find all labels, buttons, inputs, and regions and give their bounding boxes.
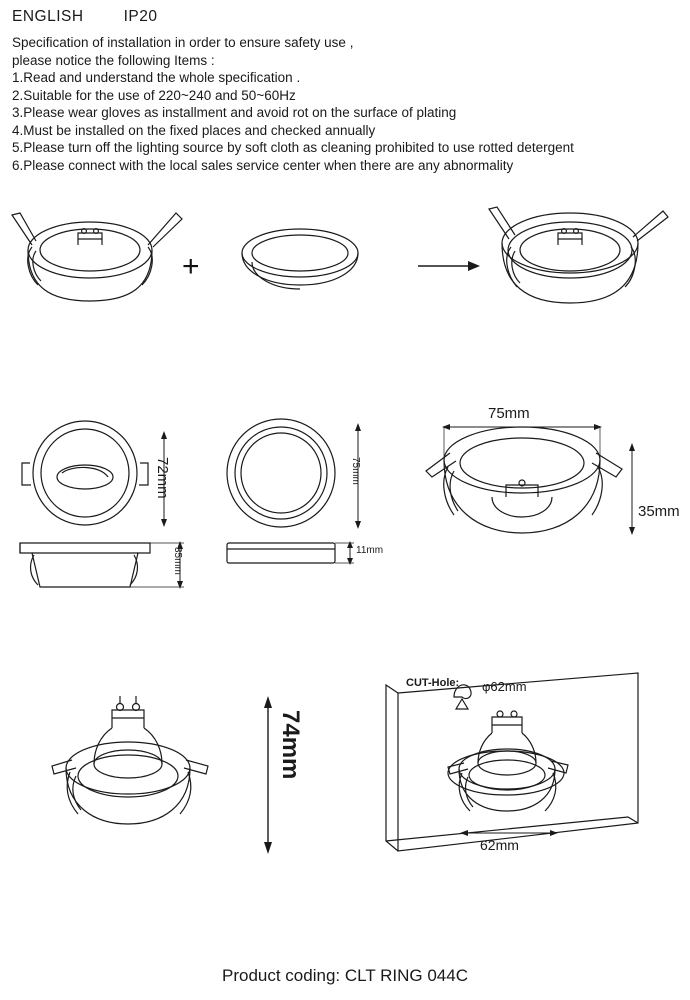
spec-item-6: 6.Please connect with the local sales service center when there are any abnormality [12, 157, 514, 173]
header-title-row [12, 8, 682, 26]
assembly-fixture-figure [10, 195, 190, 325]
ceiling-install-figure [370, 655, 670, 885]
assembly-plus-symbol: + [182, 250, 200, 283]
front-view-figure [12, 415, 207, 595]
body-height-dimension: 35mm [638, 503, 680, 520]
top-width-dimension: 75mm [488, 405, 530, 422]
assembly-ring-figure [235, 215, 365, 315]
hole-width-dimension: 62mm [480, 837, 519, 853]
ring-thickness-dimension: 11mm [356, 545, 384, 556]
ip-rating-label: IP20 [123, 8, 158, 25]
spec-item-1: 1.Read and understand the whole specification . [12, 70, 301, 85]
perspective-view-figure [410, 405, 680, 595]
header-block [12, 8, 682, 174]
intro-line-2: please notice the following Items : [12, 52, 215, 68]
cut-hole-label: CUT-Hole: [406, 677, 460, 689]
language-label: ENGLISH [12, 8, 84, 25]
cut-hole-diameter: φ62mm [482, 679, 527, 694]
assembly-result-figure [485, 195, 670, 325]
total-height-dimension: 74mm [277, 710, 304, 780]
product-coding-footer: Product coding: CLT RING 044C [222, 966, 468, 985]
front-height-dimension: 72mm [154, 457, 171, 499]
installed-lamp-figure [20, 690, 320, 870]
intro-line-1: Specification of installation in order to ensure safety use , [12, 35, 354, 50]
section-depth-dimension: 35mm [172, 547, 183, 575]
spec-item-4: 4.Must be installed on the fixed places and checked annually [12, 122, 376, 138]
ring-height-dimension: 75mm [350, 457, 361, 485]
assembly-arrow [418, 258, 480, 274]
spec-item-5: 5.Please turn off the lighting source by soft cloth as cleaning prohibited to use rotted detergent [12, 140, 574, 155]
ring-view-figure [218, 415, 393, 575]
spec-item-3: 3.Please wear gloves as installment and avoid rot on the surface of plating [12, 105, 457, 120]
spec-item-2: 2.Suitable for the use of 220~240 and 50~60Hz [12, 87, 296, 103]
